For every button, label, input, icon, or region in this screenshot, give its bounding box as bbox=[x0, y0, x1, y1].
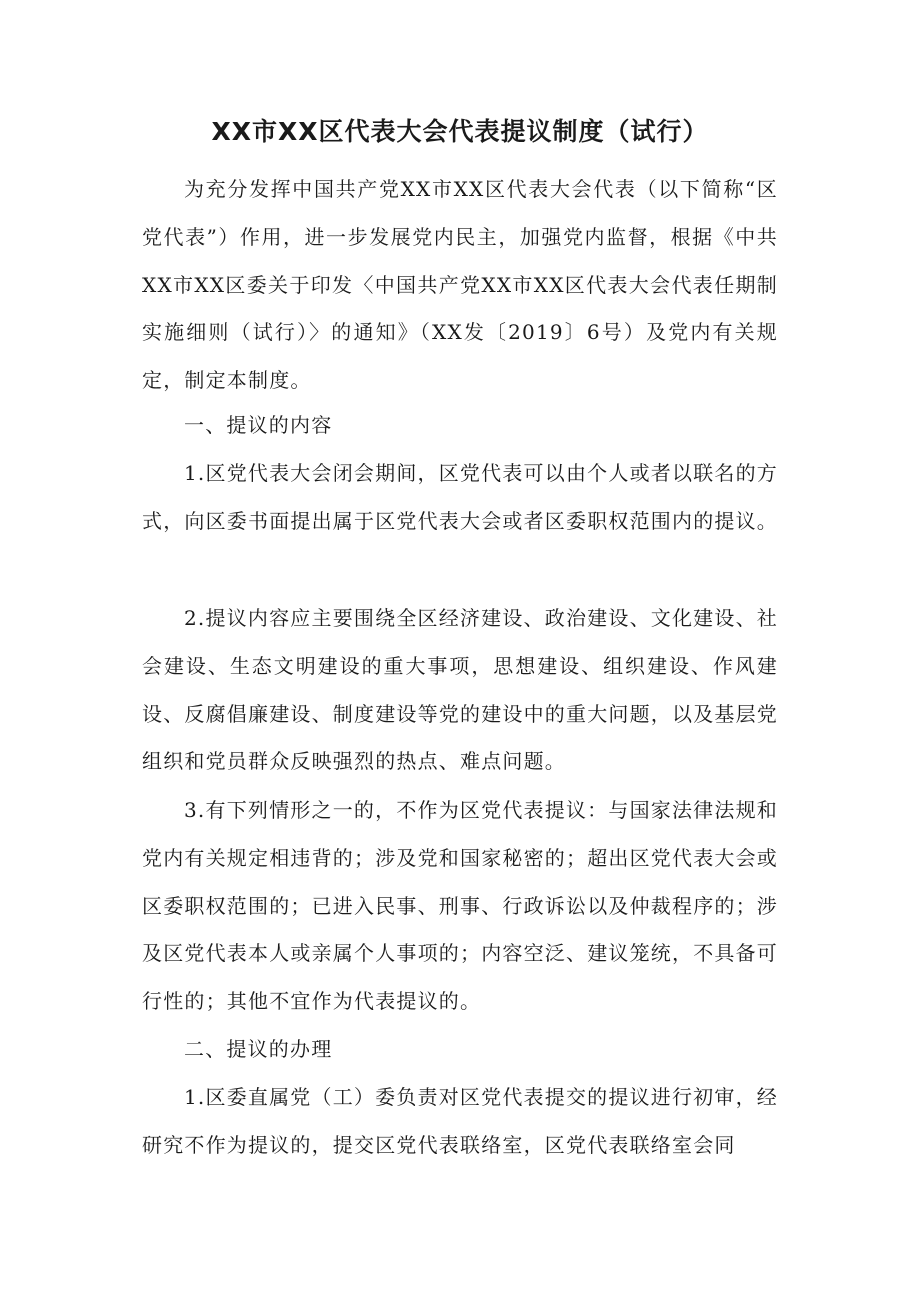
section-2-item-1: 1.区委直属党（工）委负责对区党代表提交的提议进行初审，经研究不作为提议的，提交区党代表联络室，区党代表联络室会同 bbox=[142, 1085, 778, 1157]
section-1-item-3: 3.有下列情形之一的，不作为区党代表提议：与国家法律法规和党内有关规定相违背的；涉及党和国家秘密的；超出区党代表大会或区委职权范围的；已进入民事、刑事、行政诉讼以及仲裁程序的；涉及区党代表本人或亲属个人事项的；内容空泛、建议笼统，不具备可行性的；其他不宜作为代表提议的。 bbox=[142, 798, 778, 1014]
section-1-item-2: 2.提议内容应主要围绕全区经济建设、政治建设、文化建设、社会建设、生态文明建设的重大事项，思想建设、组织建设、作风建设、反腐倡廉建设、制度建设等党的建设中的重大问题，以及基层党组织和党员群众反映强烈的热点、难点问题。 bbox=[142, 606, 778, 774]
section-1-heading: 一、提议的内容 bbox=[184, 413, 333, 437]
document-title: XX市XX区代表大会代表提议制度（试行） bbox=[211, 117, 709, 146]
section-1-item-1: 1.区党代表大会闭会期间，区党代表可以由个人或者以联名的方式，向区委书面提出属于区党代表大会或者区委职权范围内的提议。 bbox=[142, 461, 778, 533]
section-2-heading: 二、提议的办理 bbox=[184, 1037, 333, 1061]
intro-paragraph: 为充分发挥中国共产党XX市XX区代表大会代表（以下简称“区党代表”）作用，进一步发展党内民主，加强党内监督，根据《中共XX市XX区委关于印发〈中国共产党XX市XX区代表大会代表任期制实施细则（试行）〉的通知》（XX发〔2019〕6号）及党内有关规定，制定本制度。 bbox=[142, 177, 778, 393]
